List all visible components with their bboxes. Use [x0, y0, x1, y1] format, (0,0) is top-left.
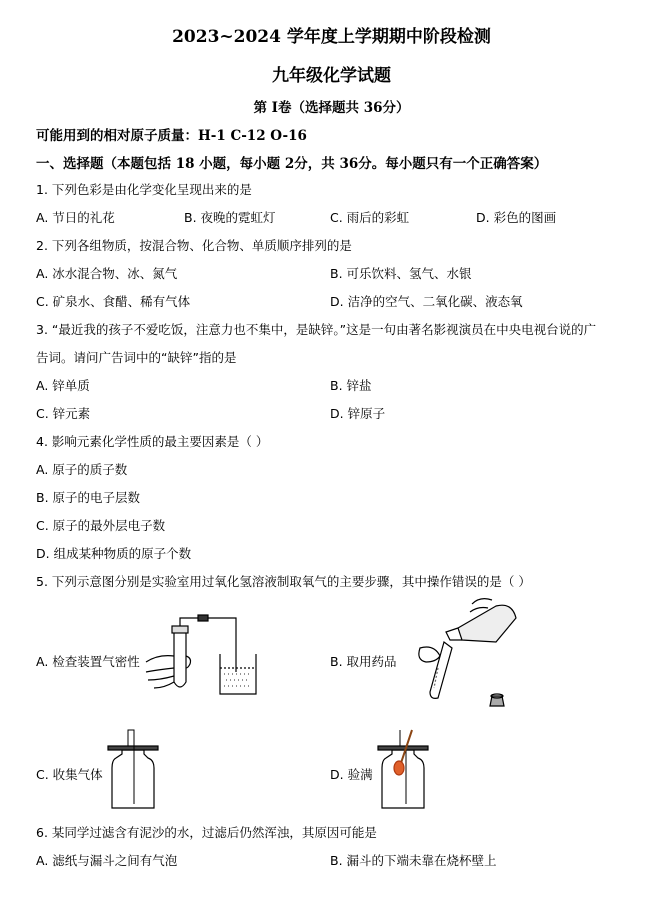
option-b: B. 取用药品 — [330, 654, 397, 669]
option-a: A. 检查装置气密性 — [36, 654, 140, 669]
option-a: A. 滤纸与漏斗之间有气泡 — [36, 853, 178, 868]
option-c: C. 原子的最外层电子数 — [36, 518, 166, 533]
section-heading: 一、选择题（本题包括 18 小题，每小题 2分，共 36分。每小题只有一个正确答案） — [36, 156, 548, 172]
pouring-reagent-figure — [400, 598, 520, 710]
option-a: A. 锌单质 — [36, 378, 90, 393]
option-b: B. 原子的电子层数 — [36, 490, 141, 505]
exam-title: 2023~2024 学年度上学期期中阶段检测 — [172, 27, 491, 47]
option-a: A. 冰水混合物、冰、氮气 — [36, 266, 178, 281]
option-b: B. 锌盐 — [330, 378, 372, 393]
option-b: B. 夜晚的霓虹灯 — [184, 210, 276, 225]
question-stem: 5. 下列示意图分别是实验室用过氧化氢溶液制取氧气的主要步骤，其中操作错误的是（ ） — [36, 574, 531, 589]
option-a: A. 原子的质子数 — [36, 462, 128, 477]
option-c: C. 收集气体 — [36, 767, 103, 782]
question-stem: 4. 影响元素化学性质的最主要因素是（ ） — [36, 434, 269, 449]
exam-subtitle: 九年级化学试题 — [272, 66, 391, 86]
option-d: D. 洁净的空气、二氧化碳、液态氧 — [330, 294, 523, 309]
question-stem: 2. 下列各组物质，按混合物、化合物、单质顺序排列的是 — [36, 238, 352, 253]
option-a: A. 节日的礼花 — [36, 210, 115, 225]
full-check-figure — [378, 728, 438, 810]
option-c: C. 矿泉水、食醋、稀有气体 — [36, 294, 191, 309]
option-d: D. 组成某种物质的原子个数 — [36, 546, 192, 561]
gas-collection-figure — [108, 728, 160, 810]
option-d: D. 彩色的图画 — [476, 210, 557, 225]
option-d: D. 验满 — [330, 767, 373, 782]
option-b: B. 漏斗的下端未靠在烧杯壁上 — [330, 853, 497, 868]
question-stem: 6. 某同学过滤含有泥沙的水，过滤后仍然浑浊，其原因可能是 — [36, 825, 377, 840]
airtightness-check-figure — [140, 610, 270, 700]
option-c: C. 锌元素 — [36, 406, 91, 421]
option-b: B. 可乐饮料、氢气、水银 — [330, 266, 472, 281]
option-c: C. 雨后的彩虹 — [330, 210, 410, 225]
atomic-mass-line: 可能用到的相对原子质量：H-1 C-12 O-16 — [36, 128, 307, 144]
section-title: 第 I卷（选择题共 36分） — [253, 100, 410, 116]
question-stem-line1: 3. “最近我的孩子不爱吃饭，注意力也不集中，是缺锌。”这是一句由著名影视演员在中央电视台说的广 — [36, 322, 597, 337]
question-stem: 1. 下列色彩是由化学变化呈现出来的是 — [36, 182, 252, 197]
option-d: D. 锌原子 — [330, 406, 386, 421]
question-stem-line2: 告词。请问广告词中的“缺锌”指的是 — [36, 350, 237, 365]
